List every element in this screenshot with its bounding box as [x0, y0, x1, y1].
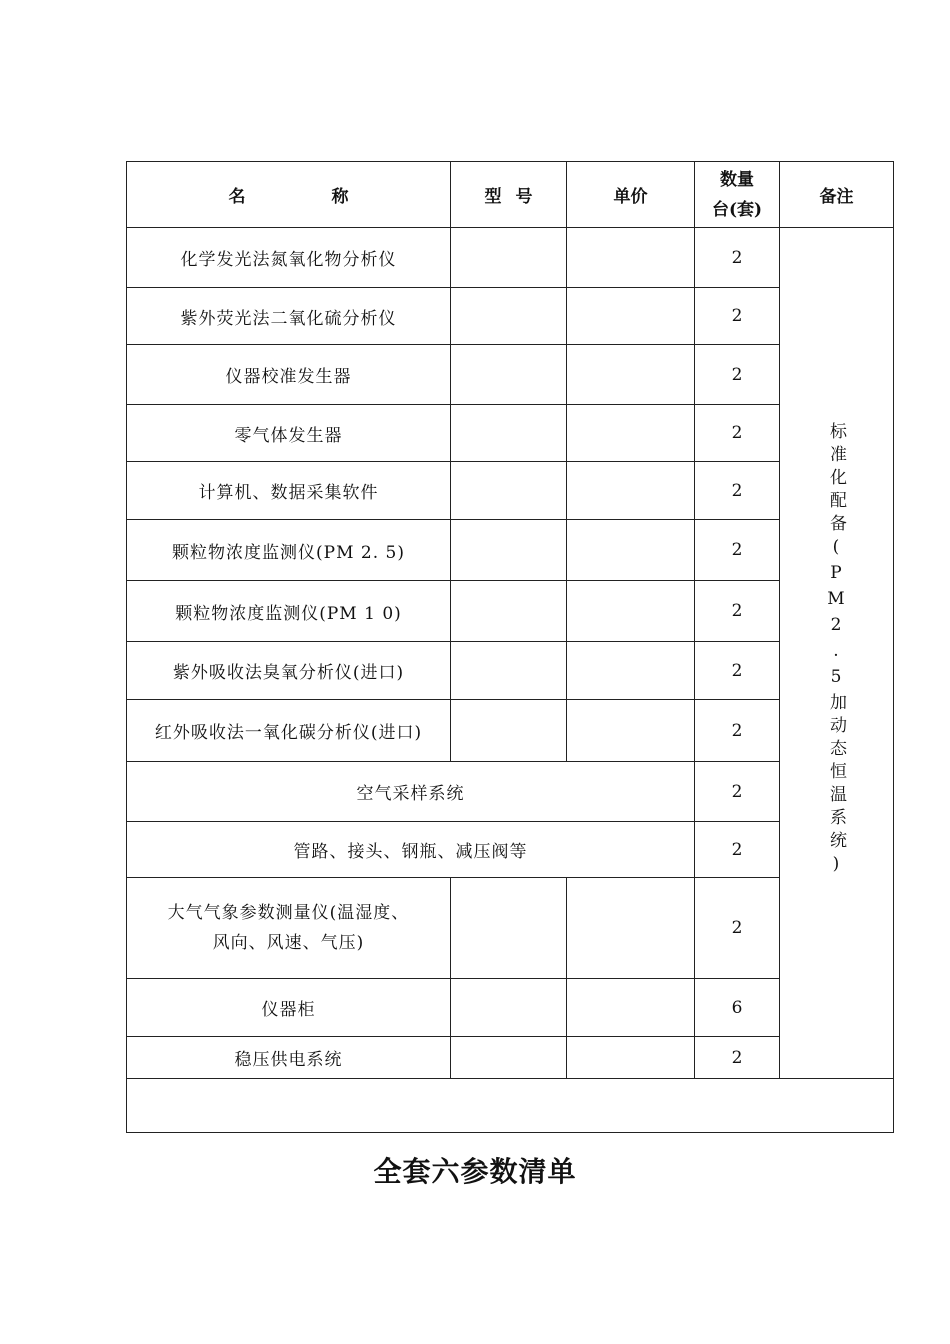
item-name: 颗粒物浓度监测仪(PM 2. 5): [127, 520, 451, 581]
note-text: 标准化配备(PM2.5加动态恒温系统): [826, 421, 846, 880]
item-qty: 2: [695, 581, 780, 642]
item-price: [567, 1037, 695, 1079]
table-row: [127, 581, 894, 642]
item-name: [127, 878, 451, 979]
header-quantity: 数量 台(套): [695, 162, 780, 228]
table-row: [127, 228, 894, 288]
item-price: [567, 878, 695, 979]
blank-cell: [127, 1079, 894, 1133]
note-cell: [780, 228, 894, 1079]
table-row: [127, 520, 894, 581]
item-price: [567, 581, 695, 642]
header-name: 名 称: [127, 162, 451, 228]
item-qty: 2: [695, 405, 780, 462]
header-note: 备注: [780, 162, 894, 228]
item-name-line1: 大气气象参数测量仪(温湿度、: [167, 903, 410, 923]
item-qty: 2: [695, 228, 780, 288]
item-model: [451, 642, 567, 700]
item-model: [451, 462, 567, 520]
item-name: 颗粒物浓度监测仪(PM 1 0): [127, 581, 451, 642]
item-qty: 2: [695, 345, 780, 405]
item-qty: 2: [695, 700, 780, 762]
item-model: [451, 228, 567, 288]
item-price: [567, 700, 695, 762]
item-qty: 2: [695, 1037, 780, 1079]
item-model: [451, 405, 567, 462]
item-qty: 2: [695, 822, 780, 878]
item-price: [567, 520, 695, 581]
equipment-list-table: [126, 161, 894, 1133]
item-model: [451, 700, 567, 762]
item-model: [451, 345, 567, 405]
item-price: [567, 405, 695, 462]
header-row: [127, 162, 894, 228]
table-row: [127, 878, 894, 979]
item-qty: 2: [695, 462, 780, 520]
table-row: [127, 979, 894, 1037]
table-row: [127, 288, 894, 345]
item-price: [567, 288, 695, 345]
item-price: [567, 979, 695, 1037]
item-qty: 2: [695, 288, 780, 345]
item-name-line2: 风向、风速、气压): [212, 933, 365, 953]
item-model: [451, 520, 567, 581]
table-row: [127, 405, 894, 462]
item-model: [451, 878, 567, 979]
item-model: [451, 581, 567, 642]
item-name: 零气体发生器: [127, 405, 451, 462]
item-name: 管路、接头、钢瓶、减压阀等: [127, 822, 695, 878]
item-name: 仪器柜: [127, 979, 451, 1037]
table-row: [127, 700, 894, 762]
document-title: 全套六参数清单: [373, 1155, 577, 1188]
table-row: [127, 462, 894, 520]
header-model: 型号: [451, 162, 567, 228]
item-name: 计算机、数据采集软件: [127, 462, 451, 520]
item-name: 空气采样系统: [127, 762, 695, 822]
table-row: [127, 822, 894, 878]
item-name: 化学发光法氮氧化物分析仪: [127, 228, 451, 288]
item-model: [451, 1037, 567, 1079]
blank-row: [127, 1079, 894, 1133]
table-row: [127, 1037, 894, 1079]
item-price: [567, 345, 695, 405]
item-qty: 2: [695, 762, 780, 822]
item-name: 仪器校准发生器: [127, 345, 451, 405]
item-name: 紫外荧光法二氧化硫分析仪: [127, 288, 451, 345]
item-qty: 6: [695, 979, 780, 1037]
table-row: [127, 345, 894, 405]
item-price: [567, 462, 695, 520]
table-row: [127, 762, 894, 822]
table-row: [127, 642, 894, 700]
item-model: [451, 979, 567, 1037]
item-model: [451, 288, 567, 345]
item-name: 稳压供电系统: [127, 1037, 451, 1079]
item-qty: 2: [695, 642, 780, 700]
item-price: [567, 642, 695, 700]
item-qty: 2: [695, 520, 780, 581]
header-price: 单价: [567, 162, 695, 228]
item-qty: 2: [695, 878, 780, 979]
item-price: [567, 228, 695, 288]
item-name: 紫外吸收法臭氧分析仪(进口): [127, 642, 451, 700]
item-name: 红外吸收法一氧化碳分析仪(进口): [127, 700, 451, 762]
